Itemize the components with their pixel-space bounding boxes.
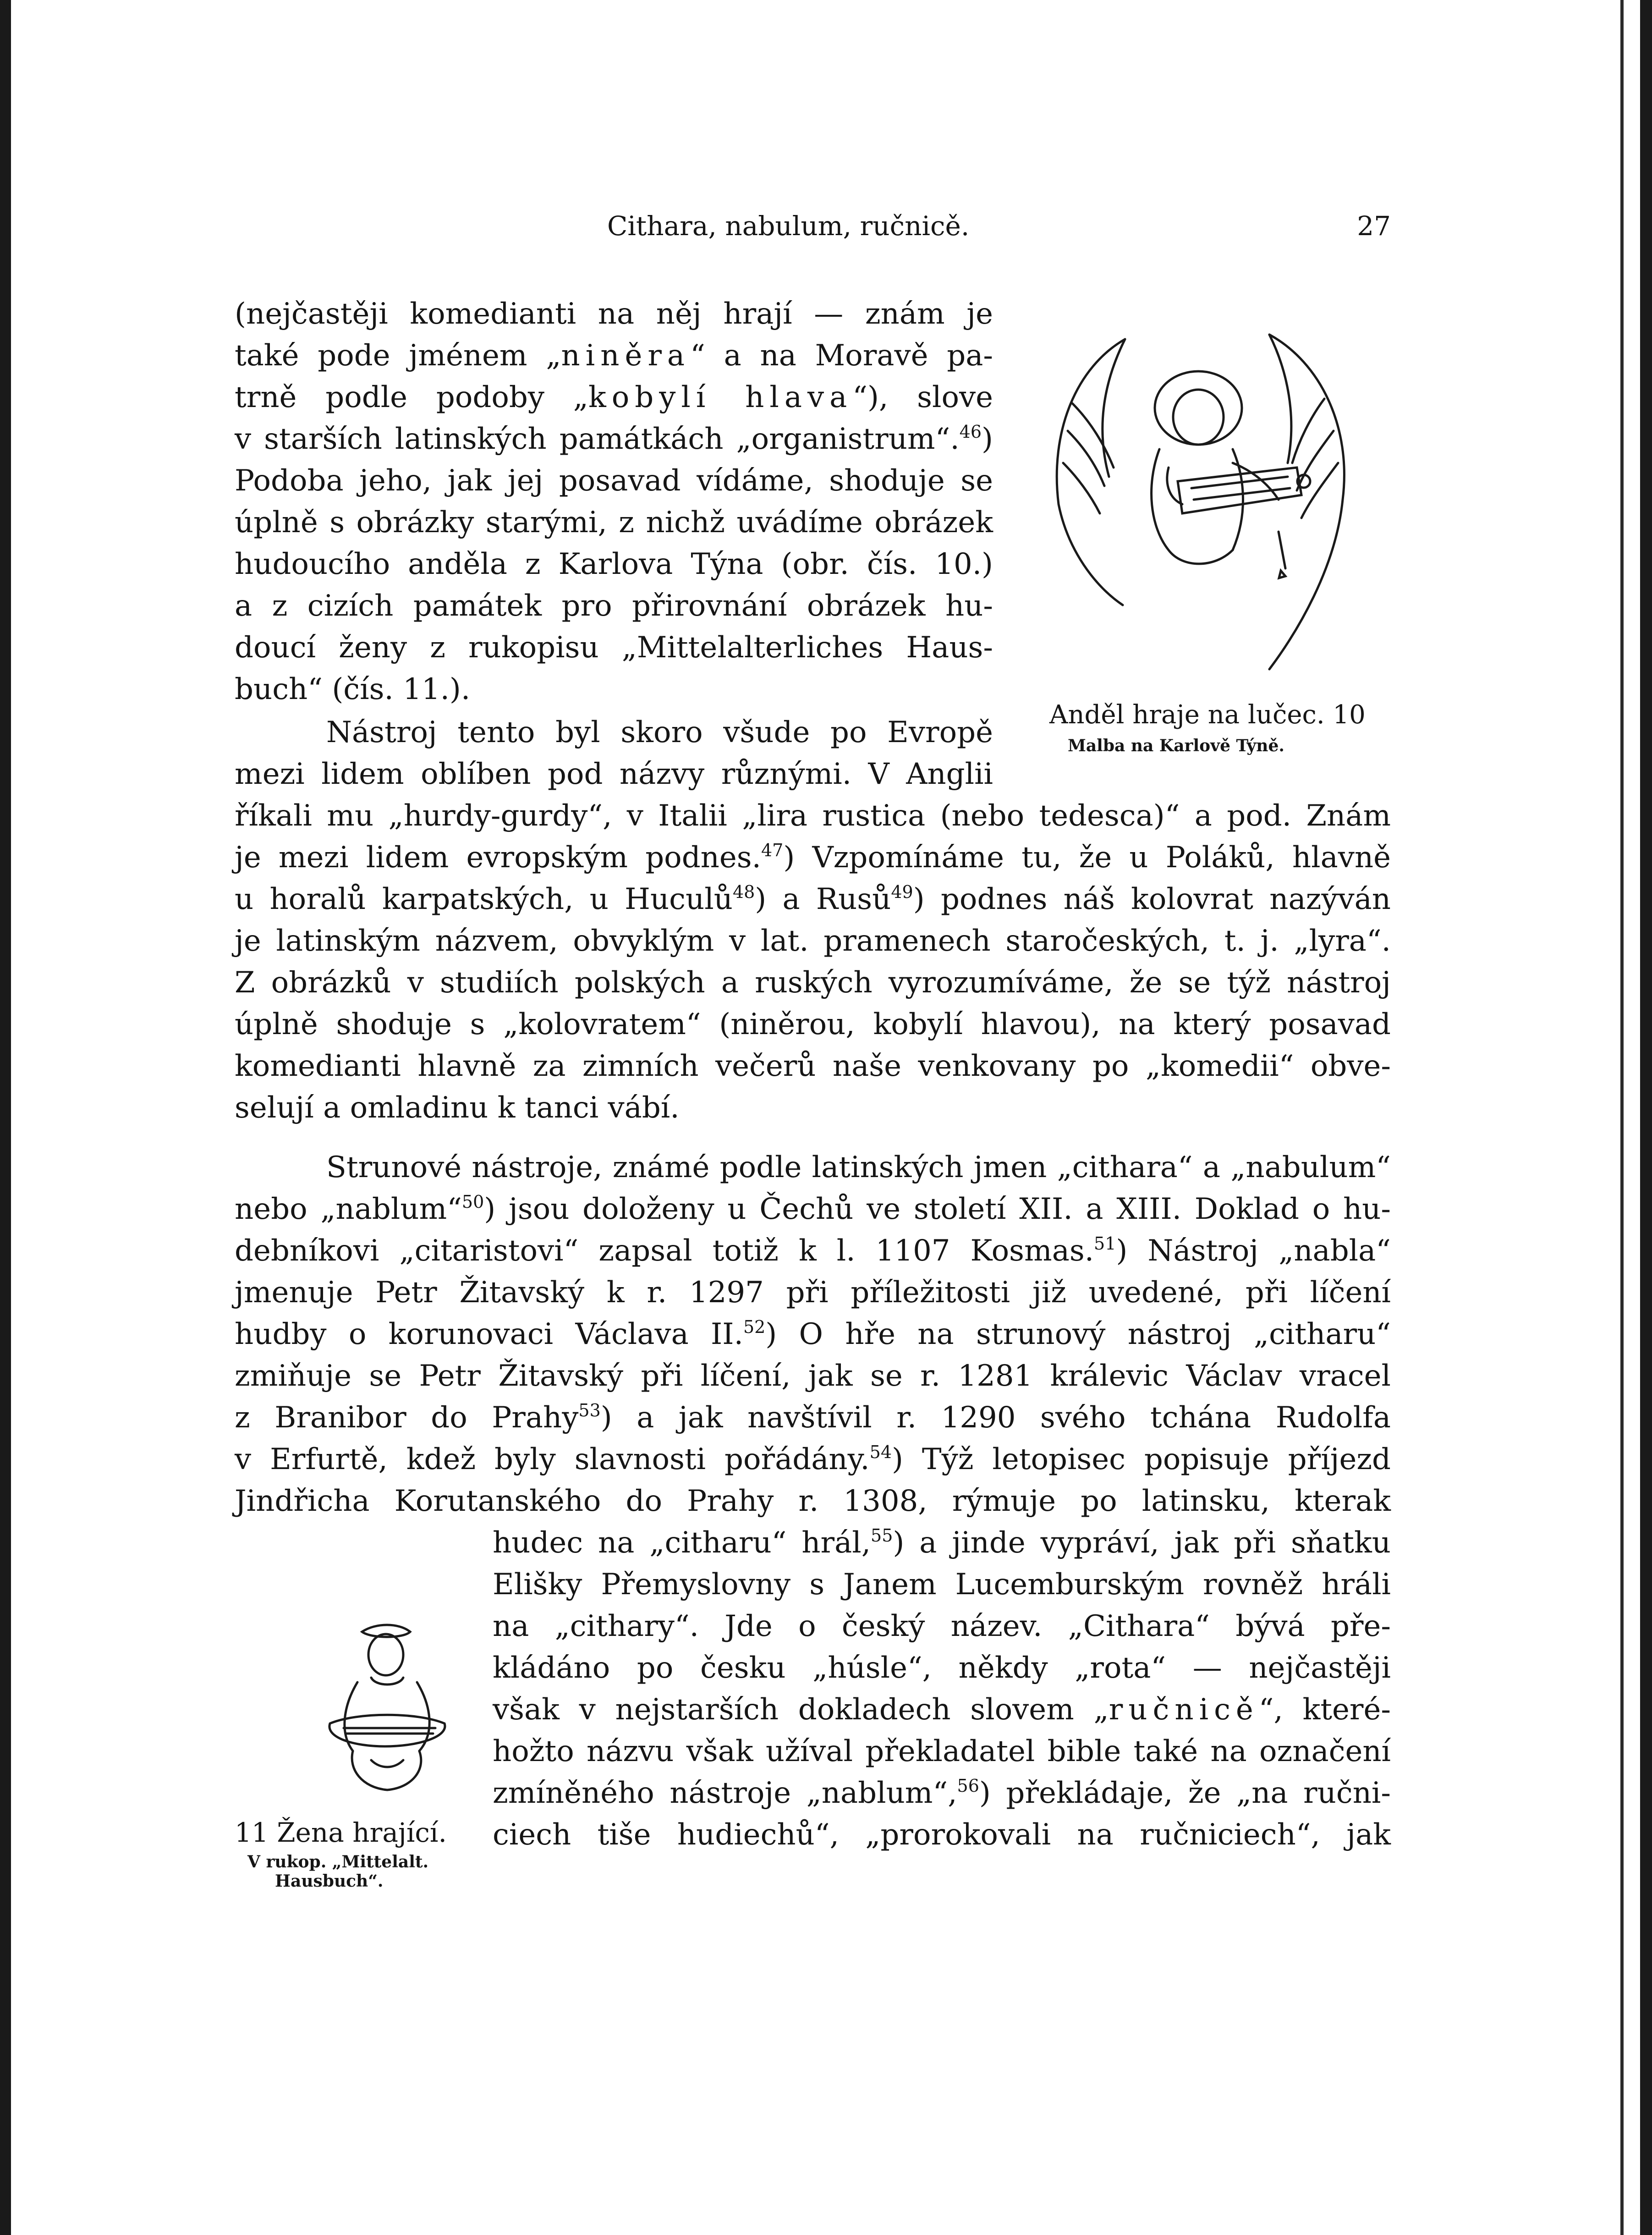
text-line: hudec na „citharu“ hrál,$^{55}$) a jinde vypráví, jak při sňatku [493, 1525, 1391, 1560]
footnote-ref: 48 [732, 882, 755, 902]
footnote-ref: 46 [959, 422, 982, 442]
text-line: z Branibor do Prahy$^{53}$) a jak navštívil r. 1290 svého tchána Rudolfa [235, 1400, 1391, 1435]
text-line: Jindřicha Korutanského do Prahy r. 1308, rýmuje po latinsku, kterak [235, 1484, 1391, 1518]
text-line: Elišky Přemyslovny s Janem Lucemburským rovněž hráli [493, 1568, 1391, 1602]
footnote-ref: 49 [891, 882, 913, 902]
text-line: na „cithary“. Jde o český název. „Cithara“ bývá pře- [493, 1609, 1391, 1643]
text-line: trně podle podoby „kobylí hlava“), slove [235, 380, 993, 414]
running-title: Cithara, nabulum, ručnicě. [607, 210, 970, 242]
angel-drawing [1040, 312, 1361, 688]
figure-11-caption: 11 Žena hrající. [235, 1817, 447, 1848]
text-line: také pode jménem „niněra“ a na Moravě pa- [235, 339, 993, 373]
page-scan-edge-right [1640, 0, 1652, 2235]
figure-woman-illustration [302, 1613, 467, 1792]
text-line: Z obrázků v studiích polských a ruských vyrozumíváme, že se týž nástroj [235, 966, 1391, 1000]
text-line: říkali mu „hurdy-gurdy“, v Italii „lira rustica (nebo tedesca)“ a pod. Znám [235, 799, 1391, 833]
text-line: komedianti hlavně za zimních večerů naše venkovany po „komedii“ obve- [235, 1049, 1391, 1083]
page-scan-edge-right-inner [1620, 0, 1624, 2235]
footnote-ref: 51 [1094, 1233, 1116, 1254]
footnote-ref: 53 [578, 1400, 601, 1420]
text-line: (nejčastěji komedianti na něj hrají — znám je [235, 297, 993, 331]
text-line: hudoucího anděla z Karlova Týna (obr. čís. 10.) [235, 547, 993, 581]
text-line: zmiňuje se Petr Žitavský při líčení, jak se r. 1281 králevic Václav vracel [235, 1359, 1391, 1393]
footnote-ref: 52 [743, 1317, 766, 1337]
figure-11-subcaption-line-2: Hausbuch“. [275, 1872, 384, 1891]
text-line: zmíněného nástroje „nablum“,$^{56}$) překládaje, že „na ručni- [493, 1776, 1391, 1810]
footnote-ref: 55 [871, 1525, 893, 1546]
text-line: a z cizích památek pro přirovnání obrázek hu- [235, 589, 993, 623]
text-line: v Erfurtě, kdež byly slavnosti pořádány.$^{54}$) Týž letopisec popisuje příjezd [235, 1442, 1391, 1476]
text-line: buch“ (čís. 11.). [235, 672, 471, 706]
text-line: mezi lidem oblíben pod názvy různými. V Anglii [235, 757, 993, 791]
text-line: Podoba jeho, jak jej posavad vídáme, shoduje se [235, 464, 993, 498]
text-line: úplně s obrázky starými, z nichž uvádíme obrázek [235, 506, 993, 539]
text-line: nebo „nablum“$^{50}$) jsou doloženy u Čechů ve století XII. a XIII. Doklad o hu- [235, 1192, 1391, 1226]
footnote-ref: 47 [761, 840, 784, 860]
text-line: hudby o korunovaci Václava II.$^{52}$) O hře na strunový nástroj „citharu“ [235, 1317, 1391, 1351]
text-line: hožto názvu však užíval překladatel bible také na označení [493, 1734, 1391, 1768]
text-line: kládáno po česku „húsle“, někdy „rota“ — nejčastěji [493, 1651, 1391, 1685]
footnote-ref: 54 [869, 1442, 892, 1462]
text-line: je latinským názvem, obvyklým v lat. pramenech staročeských, t. j. „lyra“. [235, 924, 1391, 958]
woman-drawing [302, 1613, 467, 1792]
figure-10-caption: Anděl hraje na lučec. 10 [1049, 700, 1366, 730]
page-number: 27 [1357, 210, 1391, 242]
text-line: úplně shoduje s „kolovratem“ (niněrou, kobylí hlavou), na který posavad [235, 1007, 1391, 1041]
text-line: doucí ženy z rukopisu „Mittelalterliches Haus- [235, 631, 993, 665]
text-line: Nástroj tento byl skoro všude po Evropě [326, 716, 993, 749]
figure-11-subcaption-line-1: V rukop. „Mittelalt. [247, 1852, 429, 1872]
text-line: ciech tiše hudiechů“, „prorokovali na ručniciech“, jak [493, 1818, 1391, 1852]
text-line: je mezi lidem evropským podnes.$^{47}$) Vzpomínáme tu, že u Poláků, hlavně [235, 840, 1391, 875]
text-line: v starších latinských památkách „organistrum“.$^{46}$) [235, 422, 993, 456]
page-scan-edge-left [0, 0, 11, 2235]
running-header [607, 205, 1391, 247]
figure-10-subcaption: Malba na Karlově Týně. [1068, 736, 1284, 755]
text-line: jmenuje Petr Žitavský k r. 1297 při příležitosti již uvedené, při líčení [235, 1276, 1391, 1310]
text-line: debníkovi „citaristovi“ zapsal totiž k l. 1107 Kosmas.$^{51}$) Nástroj „nabla“ [235, 1233, 1391, 1268]
text-line: u horalů karpatských, u Huculů$^{48}$) a Rusů$^{49}$) podnes náš kolovrat nazýván [235, 882, 1391, 916]
text-line: Strunové nástroje, známé podle latinských jmen „cithara“ a „nabulum“ [326, 1151, 1391, 1184]
footnote-ref: 56 [957, 1776, 979, 1796]
figure-angel-illustration [1040, 312, 1361, 688]
footnote-ref: 50 [461, 1192, 484, 1212]
text-line: však v nejstarších dokladech slovem „ručnicě“, které- [493, 1693, 1391, 1727]
text-line: selují a omladinu k tanci vábí. [235, 1091, 680, 1125]
